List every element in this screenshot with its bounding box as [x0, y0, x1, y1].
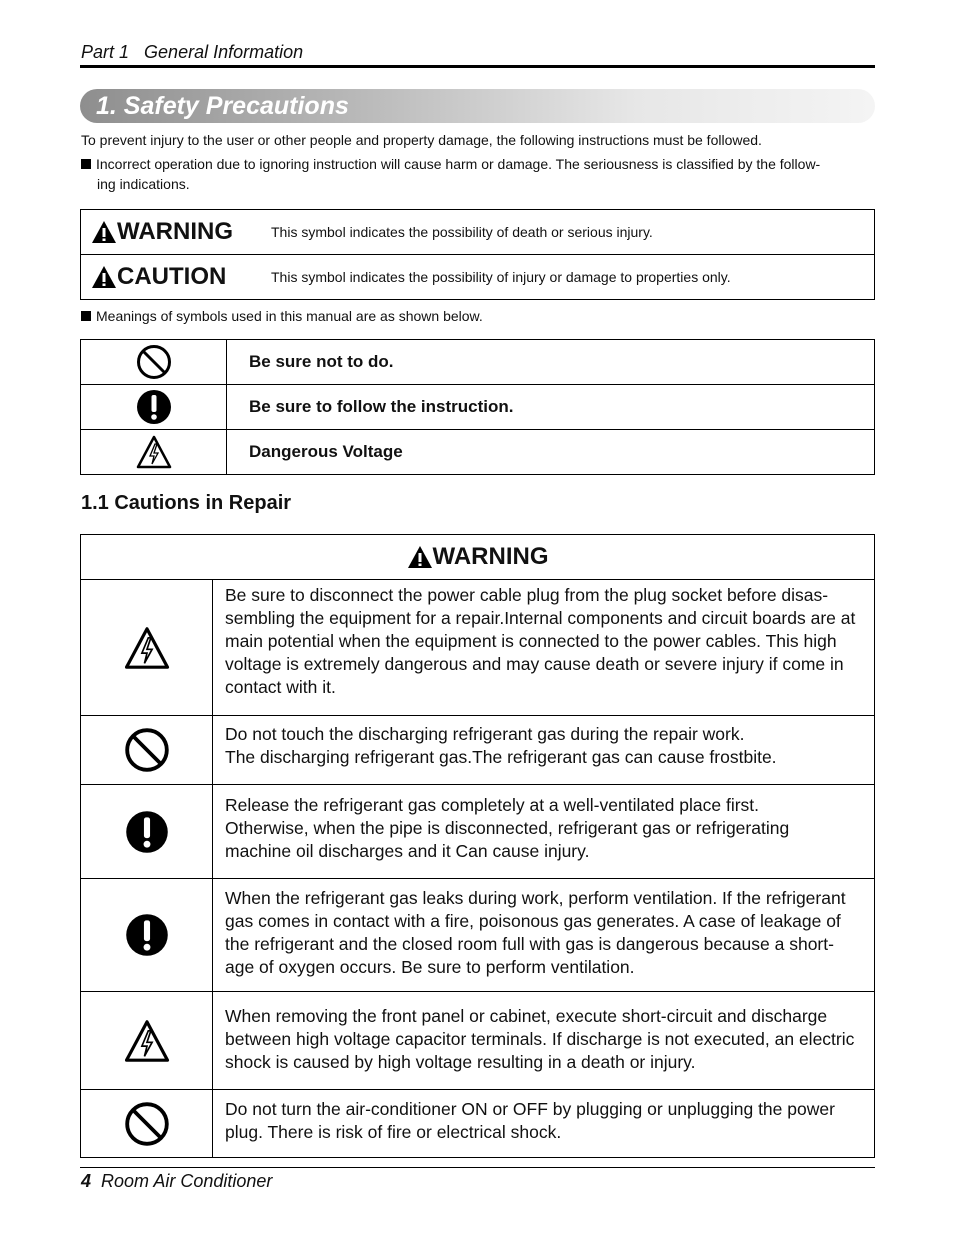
- signal-word-table: [80, 209, 875, 300]
- signal-row-caution: [81, 255, 875, 300]
- bullet-seriousness-cont: ing indications.: [97, 176, 190, 192]
- subsection-heading: 1.1 Cautions in Repair: [81, 492, 292, 514]
- warning-line: sembling the equipment for a repair.Internal components and circuit boards are at: [225, 608, 856, 628]
- warning-line: Do not touch the discharging refrigerant gas during the repair work.: [225, 724, 745, 744]
- warning-line: contact with it.: [225, 677, 336, 697]
- header-part: Part 1: [81, 42, 130, 62]
- signal-word: CAUTION: [117, 263, 227, 290]
- warning-text: [213, 992, 875, 1090]
- warning-text: [213, 879, 875, 992]
- page-number: 4: [81, 1171, 92, 1191]
- footer-title: Room Air Conditioner: [101, 1171, 273, 1191]
- bullet-seriousness-text: Incorrect operation due to ignoring instruction will cause harm or damage. The seriousness is classified by the follow-: [96, 156, 821, 172]
- warning-icon-cell: [81, 716, 213, 785]
- warning-triangle-icon: [91, 265, 117, 289]
- signal-row-warning: [81, 210, 875, 255]
- warning-row: [81, 716, 875, 785]
- warning-icon-cell: [81, 992, 213, 1090]
- warning-line: The discharging refrigerant gas.The refrigerant gas can cause frostbite.: [225, 747, 777, 767]
- warning-line: When the refrigerant gas leaks during work, perform ventilation. If the refrigerant: [225, 888, 846, 908]
- warning-line: voltage is extremely dangerous and may cause death or severe injury if come in: [225, 654, 844, 674]
- prohibition-icon: [136, 344, 172, 380]
- symbol-label: Dangerous Voltage: [227, 430, 875, 475]
- warning-text: [213, 716, 875, 785]
- prohibition-icon: [124, 727, 170, 773]
- warning-line: plug. There is risk of fire or electrical shock.: [225, 1122, 562, 1142]
- bullet-seriousness: [81, 154, 871, 175]
- repair-warning-table: [80, 534, 875, 1158]
- signal-word: WARNING: [117, 218, 233, 245]
- header-section: General Information: [144, 42, 304, 62]
- high-voltage-icon: [124, 626, 170, 670]
- warning-line: Do not turn the air-conditioner ON or OFF by plugging or unplugging the power: [225, 1099, 835, 1119]
- warning-line: shock is caused by high voltage resulting in a death or injury.: [225, 1052, 696, 1072]
- warning-row: [81, 879, 875, 992]
- warning-line: main potential when the equipment is connected to the power cables. This high: [225, 631, 837, 651]
- warning-line: age of oxygen occurs. Be sure to perform ventilation.: [225, 957, 635, 977]
- warning-text: [213, 580, 875, 716]
- warning-line: gas comes in contact with a fire, poisonous gas generates. A case of leakage of: [225, 911, 841, 931]
- warning-row: [81, 1090, 875, 1158]
- mandatory-icon: [125, 913, 169, 957]
- warning-line: Release the refrigerant gas completely at a well-ventilated place first.: [225, 795, 760, 815]
- warning-line: Be sure to disconnect the power cable plug from the plug socket before disas-: [225, 585, 829, 605]
- intro-text: To prevent injury to the user or other people and property damage, the following instructions must be followed.: [81, 132, 762, 148]
- symbol-icon-cell: [81, 385, 227, 430]
- signal-desc: This symbol indicates the possibility of death or serious injury.: [271, 210, 875, 255]
- warning-line: between high voltage capacitor terminals. If discharge is not executed, an electric: [225, 1029, 855, 1049]
- warning-text: [213, 1090, 875, 1158]
- bullet-square-icon: [81, 311, 91, 321]
- symbol-meaning-table: [80, 339, 875, 475]
- running-footer: [81, 1171, 272, 1192]
- warning-header-word: WARNING: [432, 543, 549, 570]
- warning-icon-cell: [81, 580, 213, 716]
- footer-rule: [80, 1167, 875, 1168]
- signal-label-cell: [81, 210, 272, 255]
- bullet-square-icon: [81, 159, 91, 169]
- bullet-symbols-text: Meanings of symbols used in this manual are as shown below.: [96, 308, 483, 324]
- warning-triangle-icon: [91, 220, 117, 244]
- warning-line: Otherwise, when the pipe is disconnected, refrigerant gas or refrigerating: [225, 818, 790, 838]
- running-header: [81, 42, 303, 63]
- header-rule: [80, 65, 875, 68]
- warning-icon-cell: [81, 879, 213, 992]
- warning-text: [213, 785, 875, 879]
- warning-row: [81, 992, 875, 1090]
- high-voltage-icon: [136, 435, 172, 469]
- warning-line: the refrigerant and the closed room full with gas is dangerous because a short-: [225, 934, 834, 954]
- warning-header-cell: [81, 535, 875, 580]
- signal-label-cell: [81, 255, 272, 300]
- symbol-row: [81, 385, 875, 430]
- symbol-icon-cell: [81, 340, 227, 385]
- symbol-label: Be sure not to do.: [227, 340, 875, 385]
- mandatory-icon: [136, 389, 172, 425]
- warning-icon-cell: [81, 785, 213, 879]
- warning-triangle-icon: [407, 545, 433, 569]
- symbol-row: [81, 340, 875, 385]
- bullet-symbols: [81, 306, 871, 327]
- symbol-icon-cell: [81, 430, 227, 475]
- warning-line: machine oil discharges and it Can cause injury.: [225, 841, 590, 861]
- page-title: 1. Safety Precautions: [96, 92, 349, 120]
- warning-row: [81, 785, 875, 879]
- symbol-label: Be sure to follow the instruction.: [227, 385, 875, 430]
- symbol-row: [81, 430, 875, 475]
- prohibition-icon: [124, 1101, 170, 1147]
- high-voltage-icon: [124, 1019, 170, 1063]
- warning-line: When removing the front panel or cabinet, execute short-circuit and discharge: [225, 1006, 828, 1026]
- warning-header-row: [81, 535, 875, 580]
- warning-row: [81, 580, 875, 716]
- warning-icon-cell: [81, 1090, 213, 1158]
- mandatory-icon: [125, 810, 169, 854]
- signal-desc: This symbol indicates the possibility of injury or damage to properties only.: [271, 255, 875, 300]
